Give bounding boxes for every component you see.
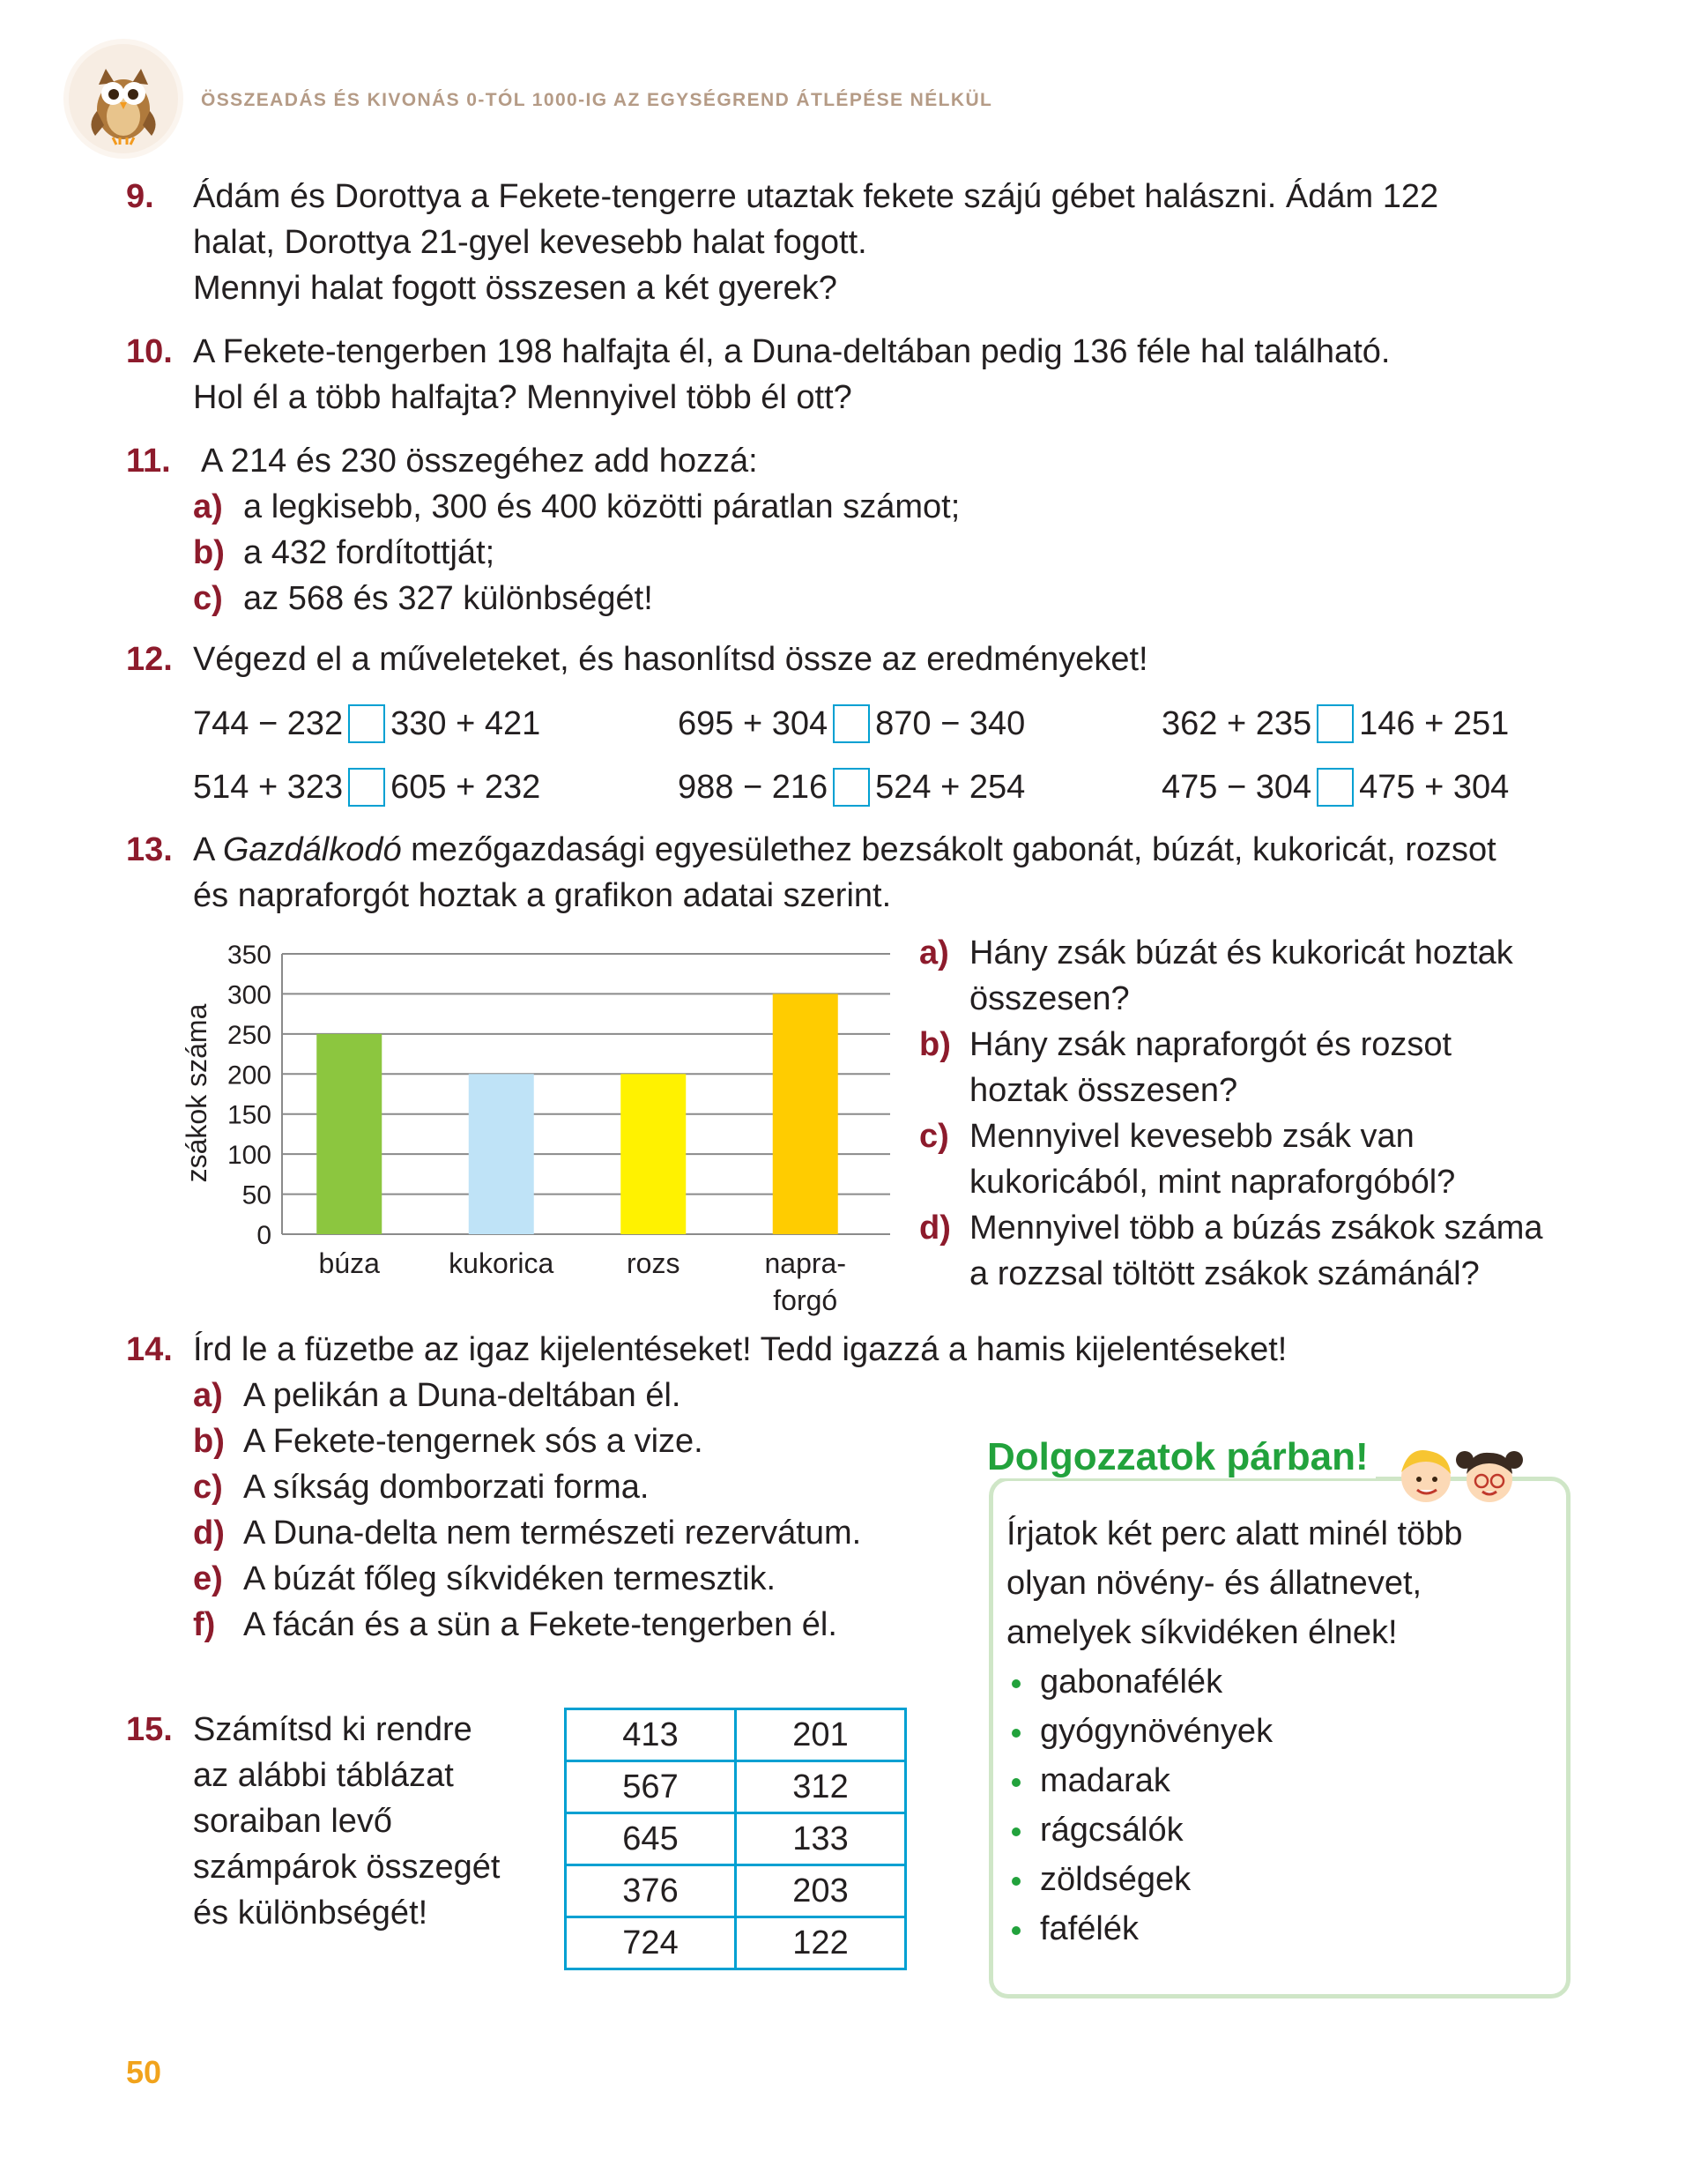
exercise-text: halat, Dorottya 21-gyel kevesebb halat fogott. <box>193 224 867 261</box>
chapter-header: ÖSSZEADÁS ÉS KIVONÁS 0-TÓL 1000-IG AZ EGYSÉGREND ÁTLÉPÉSE NÉLKÜL <box>201 90 993 110</box>
table-cell: 122 <box>736 1917 906 1969</box>
table-cell: 133 <box>736 1813 906 1865</box>
answer-box[interactable] <box>833 704 870 743</box>
table-row <box>566 1865 906 1917</box>
exercise-text: soraiban levő <box>193 1803 393 1840</box>
exercise-number: 11. <box>126 443 171 480</box>
exercise-10 <box>126 329 1390 421</box>
answer-box[interactable] <box>1317 704 1354 743</box>
y-tick-label: 100 <box>226 1141 271 1171</box>
pair-intro: amelyek síkvidéken élnek! <box>1006 1614 1398 1651</box>
list-item: gyógynövények <box>1006 1707 1462 1756</box>
pair-intro: olyan növény- és állatnevet, <box>1006 1565 1422 1602</box>
table-cell: 567 <box>566 1761 736 1813</box>
exercise-number: 14. <box>126 1331 173 1368</box>
table-row <box>566 1813 906 1865</box>
list-item: rágcsálók <box>1006 1805 1462 1855</box>
pair-list <box>1006 1657 1462 1954</box>
number-pairs-table <box>564 1708 907 1970</box>
table-cell: 645 <box>566 1813 736 1865</box>
owl-mascot-badge <box>69 44 178 153</box>
answer-box[interactable] <box>833 768 870 807</box>
y-tick-label: 150 <box>226 1100 271 1130</box>
subtask-c: c) az 568 és 327 különbségét! <box>193 580 653 617</box>
statement-e: e) A búzát főleg síkvidéken termesztik. <box>193 1560 776 1597</box>
exercise-text: Hol él a több halfajta? Mennyivel több él ott? <box>193 379 852 416</box>
exercise-text: és napraforgót hoztak a grafikon adatai szerint. <box>193 877 892 914</box>
answer-box[interactable] <box>348 704 385 743</box>
exercise-13-questions <box>919 930 1543 1297</box>
exercise-number: 12. <box>126 641 173 678</box>
pair-work-content <box>1006 1509 1462 1954</box>
exercise-11 <box>126 438 960 622</box>
bar <box>469 1074 534 1234</box>
page-number: 50 <box>126 2054 162 2090</box>
x-tick-label: forgó <box>773 1284 838 1316</box>
list-item: zöldségek <box>1006 1855 1462 1904</box>
subtask-b: b) a 432 fordítottját; <box>193 534 495 571</box>
owl-icon <box>69 44 178 153</box>
comparison-3: 362 + 235 146 + 251 <box>1162 705 1510 742</box>
statement-f: f) A fácán és a sün a Fekete-tengerben él. <box>193 1606 837 1643</box>
question-b-cont: hoztak összesen? <box>969 1072 1238 1109</box>
exercise-text: Számítsd ki rendre <box>193 1711 472 1748</box>
exercise-text: és különbségét! <box>193 1894 428 1932</box>
exercise-text: Ádám és Dorottya a Fekete-tengerre utaztak fekete szájú gébet halászni. Ádám 122 <box>193 178 1439 215</box>
exercise-text: számpárok összegét <box>193 1849 501 1886</box>
exercise-text: az alábbi táblázat <box>193 1757 454 1794</box>
exercise-text: Végezd el a műveleteket, és hasonlítsd össze az eredményeket! <box>193 641 1148 678</box>
question-b: b) Hány zsák napraforgót és rozsot <box>919 1026 1452 1063</box>
comparison-1: 744 − 232 330 + 421 <box>193 705 541 742</box>
exercise-9 <box>126 174 1438 311</box>
bar <box>620 1074 686 1234</box>
x-tick-label: búza <box>318 1247 380 1279</box>
exercise-text: A Gazdálkodó mezőgazdasági egyesülethez bezsákolt gabonát, búzát, kukoricát, rozsot <box>193 831 1496 868</box>
comparison-5: 988 − 216 524 + 254 <box>678 769 1026 806</box>
exercise-number: 9. <box>126 178 154 215</box>
comparison-2: 695 + 304 870 − 340 <box>678 705 1026 742</box>
exercise-text: A 214 és 230 összegéhez add hozzá: <box>201 443 758 480</box>
bar <box>316 1034 382 1234</box>
question-c: c) Mennyivel kevesebb zsák van <box>919 1118 1415 1155</box>
y-tick-label: 250 <box>226 1020 271 1050</box>
x-tick-label: napra- <box>764 1247 846 1279</box>
question-a-cont: összesen? <box>969 980 1130 1017</box>
table-cell: 203 <box>736 1865 906 1917</box>
exercise-number: 15. <box>126 1711 173 1748</box>
statement-c: c) A síkság domborzati forma. <box>193 1469 650 1506</box>
bar <box>773 994 838 1234</box>
y-tick-label: 200 <box>226 1061 271 1090</box>
x-tick-label: rozs <box>627 1247 680 1279</box>
answer-box[interactable] <box>348 768 385 807</box>
table-row <box>566 1761 906 1813</box>
table-cell: 413 <box>566 1709 736 1761</box>
statement-a: a) A pelikán a Duna-deltában él. <box>193 1377 681 1414</box>
exercise-text: Írd le a füzetbe az igaz kijelentéseket! Tedd igazzá a hamis kijelentéseket! <box>193 1331 1288 1368</box>
table-cell: 376 <box>566 1865 736 1917</box>
comparison-6: 475 − 304 475 + 304 <box>1162 769 1510 806</box>
table-cell: 201 <box>736 1709 906 1761</box>
question-d-cont: a rozzsal töltött zsákok számánál? <box>969 1255 1480 1292</box>
question-c-cont: kukoricából, mint napraforgóból? <box>969 1164 1456 1201</box>
exercise-12 <box>126 636 1148 682</box>
table-row <box>566 1917 906 1969</box>
pair-work-title: Dolgozzatok párban! <box>987 1435 1376 1479</box>
table-row <box>566 1709 906 1761</box>
y-tick-label: 350 <box>226 941 271 970</box>
exercise-number: 10. <box>126 333 173 370</box>
y-axis-label: zsákok száma <box>181 1003 212 1183</box>
table-cell: 312 <box>736 1761 906 1813</box>
exercise-number: 13. <box>126 831 173 868</box>
subtask-a: a) a legkisebb, 300 és 400 közötti páratlan számot; <box>193 488 961 525</box>
x-tick-label: kukorica <box>449 1247 554 1279</box>
y-tick-label: 0 <box>256 1221 271 1250</box>
question-d: d) Mennyivel több a búzás zsákok száma <box>919 1210 1543 1247</box>
question-a: a) Hány zsák búzát és kukoricát hoztak <box>919 934 1513 971</box>
statement-b: b) A Fekete-tengernek sós a vize. <box>193 1423 703 1460</box>
bar-chart <box>167 926 899 1331</box>
pair-intro: Írjatok két perc alatt minél több <box>1006 1515 1463 1552</box>
answer-box[interactable] <box>1317 768 1354 807</box>
list-item: madarak <box>1006 1756 1462 1805</box>
list-item: fafélék <box>1006 1904 1462 1954</box>
table-cell: 724 <box>566 1917 736 1969</box>
exercise-15 <box>126 1707 501 1936</box>
statement-d: d) A Duna-delta nem természeti rezervátum. <box>193 1515 862 1552</box>
exercise-text: Mennyi halat fogott összesen a két gyerek? <box>193 270 837 307</box>
y-tick-label: 50 <box>241 1180 271 1210</box>
comparison-4: 514 + 323 605 + 232 <box>193 769 541 806</box>
exercise-text: A Fekete-tengerben 198 halfajta él, a Duna-deltában pedig 136 féle hal található. <box>193 333 1391 370</box>
exercise-13 <box>126 827 1496 919</box>
children-icon <box>1391 1439 1532 1509</box>
list-item: gabonafélék <box>1006 1657 1462 1707</box>
y-tick-label: 300 <box>226 980 271 1010</box>
